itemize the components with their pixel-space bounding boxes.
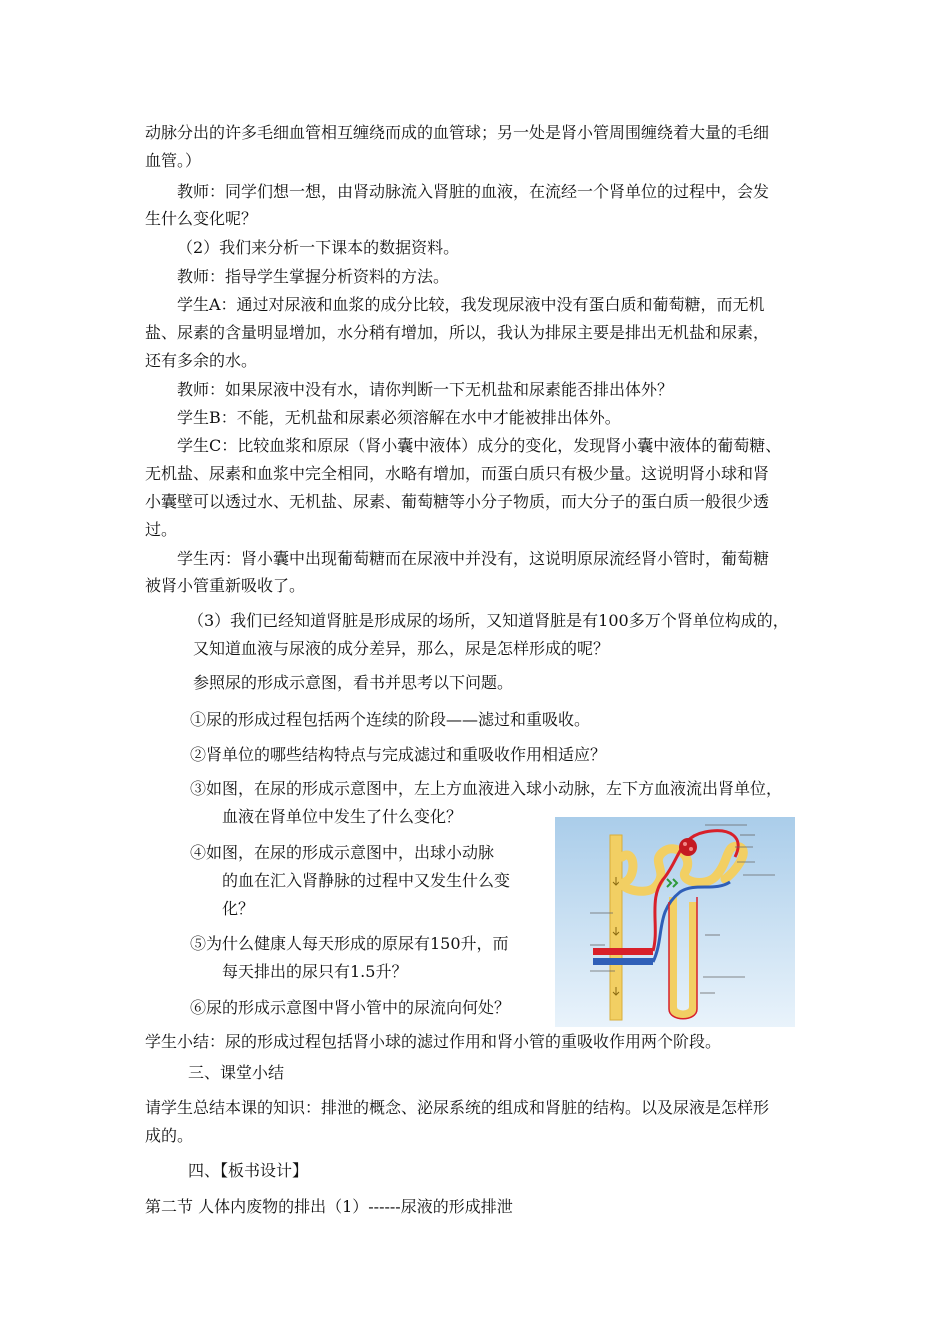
paragraph-line: 又知道血液与尿液的成分差异，那么，尿是怎样形成的呢？	[193, 639, 610, 658]
paragraph-line: 还有多余的水。	[145, 351, 258, 370]
paragraph-line: 生什么变化呢？	[145, 209, 258, 228]
nephron-diagram-image	[555, 817, 795, 1027]
paragraph-line: 被肾小管重新吸收了。	[145, 576, 306, 595]
section-heading: 三、课堂小结	[188, 1063, 285, 1082]
paragraph-line: 学生B：不能，无机盐和尿素必须溶解在水中才能被排出体外。	[177, 408, 621, 427]
paragraph-line: 动脉分出的许多毛细血管相互缠绕而成的血管球；另一处是肾小管周围缠绕着大量的毛细	[145, 123, 770, 142]
section-heading: 四、【板书设计】	[188, 1161, 309, 1180]
paragraph-line: 学生C：比较血浆和原尿（肾小囊中液体）成分的变化，发现肾小囊中液体的葡萄糖、	[177, 436, 782, 455]
question-item: ④如图，在尿的形成示意图中，出球小动脉	[190, 843, 495, 862]
paragraph-line: 教师：如果尿液中没有水，请你判断一下无机盐和尿素能否排出体外？	[177, 380, 674, 399]
question-item: 每天排出的尿只有1.5升？	[222, 962, 408, 981]
question-item: 化？	[222, 899, 255, 918]
question-item: ③如图，在尿的形成示意图中，左上方血液进入球小动脉，左下方血液流出肾单位，	[190, 779, 783, 798]
paragraph-line: 学生丙：肾小囊中出现葡萄糖而在尿液中并没有，这说明原尿流经肾小管时，葡萄糖	[177, 549, 770, 568]
question-item: 的血在汇入肾静脉的过程中又发生什么变	[222, 871, 511, 890]
paragraph-line: 教师：指导学生掌握分析资料的方法。	[177, 267, 450, 286]
paragraph-line: 请学生总结本课的知识：排泄的概念、泌尿系统的组成和肾脏的结构。以及尿液是怎样形	[145, 1098, 770, 1117]
paragraph-line: 学生A：通过对尿液和血浆的成分比较，我发现尿液中没有蛋白质和葡萄糖，而无机	[177, 295, 765, 314]
nephron-diagram-svg	[555, 817, 795, 1027]
question-item: ①尿的形成过程包括两个连续的阶段——滤过和重吸收。	[190, 710, 591, 729]
paragraph-line: （3）我们已经知道肾脏是形成尿的场所，又知道肾脏是有100多万个肾单位构成的，	[188, 611, 789, 630]
paragraph-line: 小囊壁可以透过水、无机盐、尿素、葡萄糖等小分子物质，而大分子的蛋白质一般很少透	[145, 492, 770, 511]
question-item: 血液在肾单位中发生了什么变化？	[222, 807, 463, 826]
paragraph-line: 盐、尿素的含量明显增加，水分稍有增加，所以，我认为排尿主要是排出无机盐和尿素，	[145, 323, 770, 342]
paragraph-line: 过。	[145, 520, 178, 539]
paragraph-line: 参照尿的形成示意图，看书并思考以下问题。	[193, 673, 514, 692]
question-item: ②肾单位的哪些结构特点与完成滤过和重吸收作用相适应？	[190, 745, 607, 764]
paragraph-line: （2）我们来分析一下课本的数据资料。	[177, 238, 460, 257]
paragraph-line: 无机盐、尿素和血浆中完全相同，水略有增加，而蛋白质只有极少量。这说明肾小球和肾	[145, 464, 770, 483]
question-item: ⑥尿的形成示意图中肾小管中的尿流向何处？	[190, 998, 511, 1017]
board-title: 第二节 人体内废物的排出（1）------尿液的形成排泄	[145, 1197, 513, 1216]
paragraph-line: 学生小结：尿的形成过程包括肾小球的滤过作用和肾小管的重吸收作用两个阶段。	[145, 1032, 722, 1051]
paragraph-line: 教师：同学们想一想，由肾动脉流入肾脏的血液，在流经一个肾单位的过程中，会发	[177, 182, 770, 201]
question-item: ⑤为什么健康人每天形成的原尿有150升，而	[190, 934, 509, 953]
paragraph-line: 血管。）	[145, 151, 202, 170]
paragraph-line: 成的。	[145, 1126, 194, 1145]
